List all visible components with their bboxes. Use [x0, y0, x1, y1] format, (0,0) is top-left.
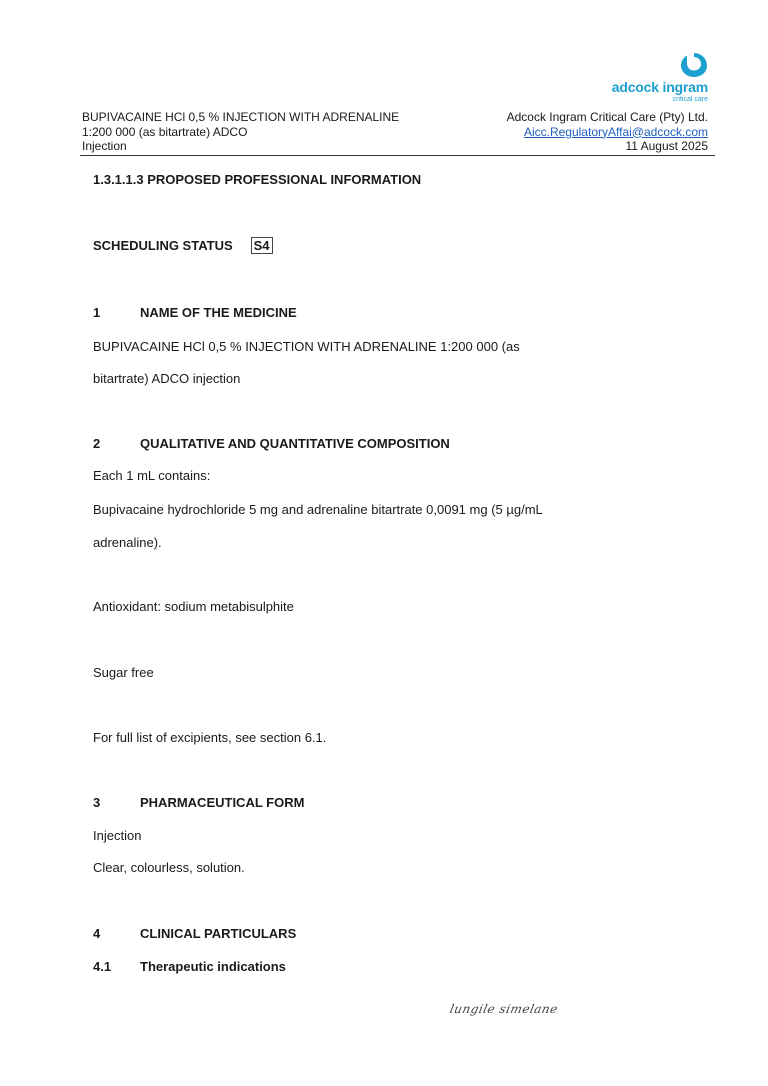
logo-tagline: critical care [672, 96, 708, 103]
section-number: 4 [93, 926, 101, 941]
adcock-drop-icon [680, 52, 708, 78]
scheduling-status-label: SCHEDULING STATUS [93, 238, 233, 253]
section-number: 4.1 [93, 959, 112, 974]
composition-intro: Each 1 mL contains: [93, 468, 211, 483]
section-number: 3 [93, 795, 101, 810]
header-email-link[interactable]: Aicc.RegulatoryAffai@adcock.com [523, 124, 708, 139]
form-line-2: Clear, colourless, solution. [93, 860, 245, 875]
company-logo [600, 52, 712, 106]
section-1-text-line-1: BUPIVACAINE HCl 0,5 % INJECTION WITH ADRENALINE 1:200 000 (as [93, 339, 520, 354]
section-2-heading [93, 436, 450, 451]
section-3-heading [93, 795, 304, 810]
section-1-heading [93, 305, 297, 320]
section-title: CLINICAL PARTICULARS [140, 926, 297, 941]
excipients-text: For full list of excipients, see section 6.1. [93, 730, 327, 745]
header-divider [80, 155, 715, 156]
document-title: 1.3.1.1.3 PROPOSED PROFESSIONAL INFORMATION [93, 172, 422, 187]
composition-line-1: Bupivacaine hydrochloride 5 mg and adrenaline bitartrate 0,0091 mg (5 µg/mL [93, 502, 543, 517]
scheduling-status [93, 237, 273, 254]
section-title: NAME OF THE MEDICINE [140, 305, 297, 320]
header-product-line-2: 1:200 000 (as bitartrate) ADCO [82, 124, 248, 139]
section-title: PHARMACEUTICAL FORM [140, 795, 305, 810]
header-product-block [82, 110, 399, 154]
section-number: 2 [93, 436, 101, 451]
sugar-free-text: Sugar free [93, 665, 154, 680]
section-number: 1 [93, 305, 101, 320]
section-title: QUALITATIVE AND QUANTITATIVE COMPOSITION [140, 436, 450, 451]
form-line-1: Injection [93, 828, 142, 843]
handwritten-signature: lungile simelane [448, 1002, 560, 1016]
composition-line-2: adrenaline). [93, 535, 162, 550]
header-company-name: Adcock Ingram Critical Care (Pty) Ltd. [506, 110, 708, 124]
header-date: 11 August 2025 [625, 139, 708, 153]
section-4-1-heading [93, 959, 286, 974]
logo-wordmark: adcock ingram [611, 79, 708, 95]
section-title: Therapeutic indications [140, 959, 286, 974]
header-product-line-1: BUPIVACAINE HCl 0,5 % INJECTION WITH ADRENALINE [82, 110, 400, 124]
header-company-block [507, 110, 708, 154]
header-product-line-3: Injection [82, 139, 127, 153]
scheduling-status-value: S4 [251, 237, 273, 254]
section-1-text-line-2: bitartrate) ADCO injection [93, 371, 241, 386]
section-4-heading [93, 926, 296, 941]
antioxidant-text: Antioxidant: sodium metabisulphite [93, 599, 294, 614]
